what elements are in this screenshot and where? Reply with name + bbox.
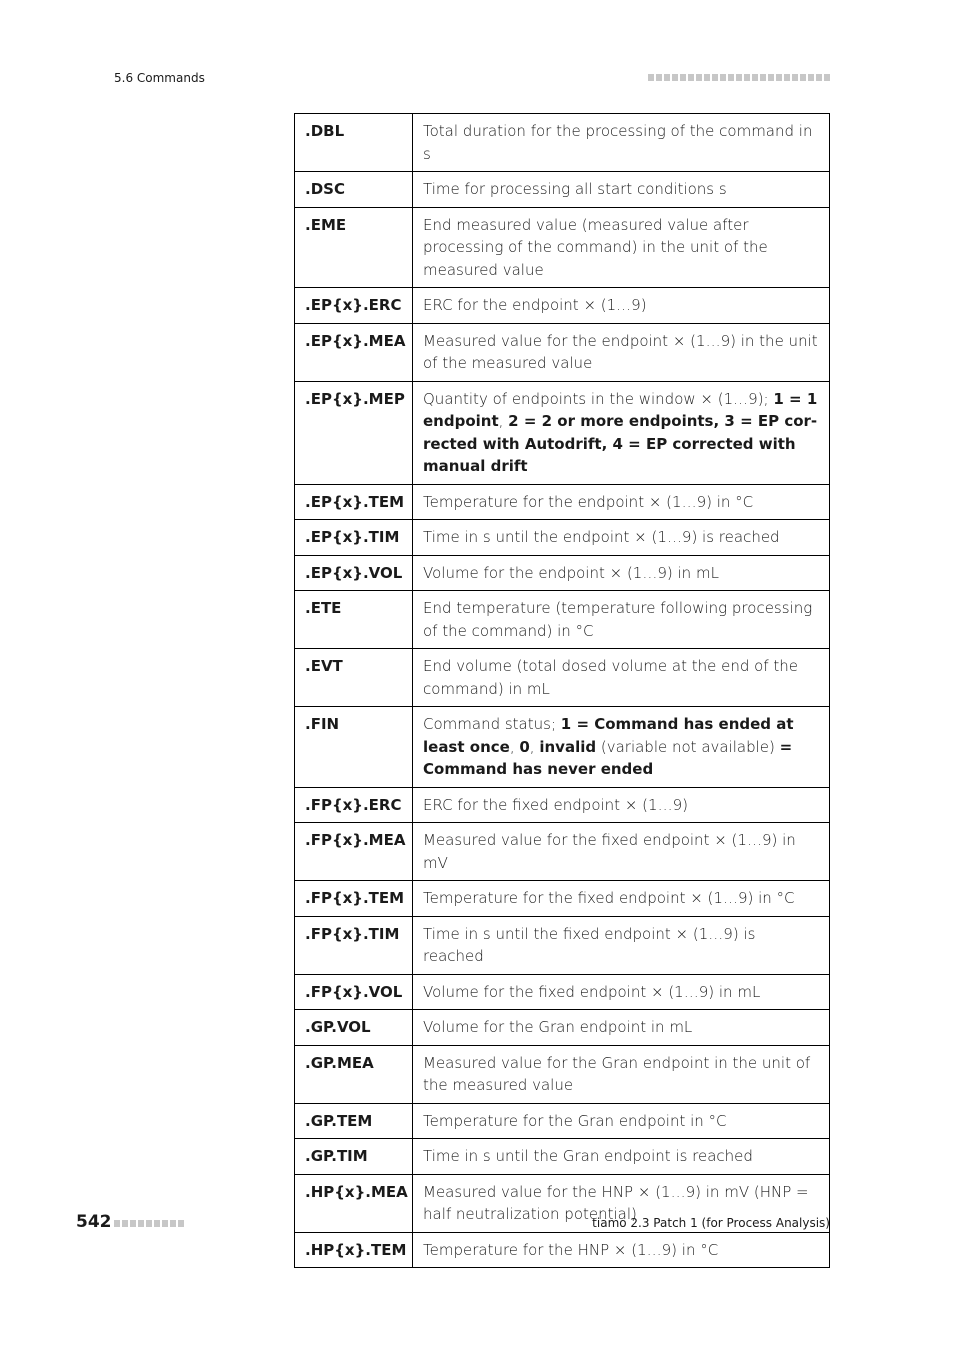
table-row bbox=[295, 974, 830, 1010]
variable-code: .EP{x}.VOL bbox=[295, 555, 413, 591]
table-row bbox=[295, 591, 830, 649]
variable-description bbox=[413, 172, 830, 208]
description-text: Time in s until the Gran endpoint is reached bbox=[423, 1147, 753, 1165]
description-text: Temperature for the Gran endpoint in °C bbox=[423, 1111, 727, 1130]
table-row bbox=[295, 649, 830, 707]
variable-description bbox=[413, 1010, 830, 1046]
variable-description bbox=[413, 1103, 830, 1139]
variable-description bbox=[413, 1045, 830, 1103]
table-row bbox=[295, 1045, 830, 1103]
footer-decoration bbox=[114, 1220, 184, 1227]
variable-code: .EP{x}.TEM bbox=[295, 484, 413, 520]
description-bold-text: 1 = Command has ended at least once bbox=[423, 715, 794, 756]
description-text: Quantity of endpoints in the window × (1…9); bbox=[423, 389, 774, 408]
table-row bbox=[295, 1232, 830, 1268]
description-text: Temperature for the HNP × (1…9) in °C bbox=[423, 1240, 719, 1259]
variable-code: .FP{x}.ERC bbox=[295, 787, 413, 823]
description-text: End volume (total dosed volume at the end of the command) in mL bbox=[423, 657, 798, 698]
description-text: Volume for the fixed endpoint × (1…9) in mL bbox=[423, 982, 761, 1001]
variable-code: .FP{x}.TEM bbox=[295, 881, 413, 917]
table-row bbox=[295, 381, 830, 484]
description-text: ERC for the endpoint × (1…9) bbox=[423, 296, 647, 314]
variable-code: .FIN bbox=[295, 707, 413, 788]
description-text: Temperature for the endpoint × (1…9) in °C bbox=[423, 492, 754, 511]
variable-code: .HP{x}.MEA bbox=[295, 1174, 413, 1232]
description-text: End measured value (measured value after processing of the command) in the unit of the measured value bbox=[423, 215, 768, 279]
description-text: End temperature (temperature following processing of the command) in °C bbox=[423, 599, 813, 640]
description-text: Time in s until the endpoint × (1…9) is reached bbox=[423, 528, 780, 546]
variable-description bbox=[413, 1232, 830, 1268]
variable-description bbox=[413, 381, 830, 484]
variable-code: .EP{x}.ERC bbox=[295, 288, 413, 324]
description-text: Command status; bbox=[423, 715, 561, 733]
table-row bbox=[295, 288, 830, 324]
variable-code: .EP{x}.MEP bbox=[295, 381, 413, 484]
variable-description bbox=[413, 207, 830, 288]
table-row bbox=[295, 787, 830, 823]
variable-description bbox=[413, 591, 830, 649]
description-text: Temperature for the fixed endpoint × (1…9) in °C bbox=[423, 889, 795, 907]
variable-description bbox=[413, 974, 830, 1010]
description-bold-text: 0 bbox=[519, 737, 530, 756]
description-text: Measured value for the Gran endpoint in the unit of the measured value bbox=[423, 1053, 811, 1094]
description-text: Time for processing all start conditions s bbox=[423, 180, 727, 198]
table-row bbox=[295, 881, 830, 917]
description-text: , bbox=[498, 412, 509, 430]
variable-description bbox=[413, 881, 830, 917]
table-row bbox=[295, 707, 830, 788]
table-row bbox=[295, 114, 830, 172]
table-row bbox=[295, 555, 830, 591]
variable-code: .ETE bbox=[295, 591, 413, 649]
table-row bbox=[295, 520, 830, 556]
variable-description bbox=[413, 323, 830, 381]
variable-description bbox=[413, 649, 830, 707]
header-decoration bbox=[648, 72, 830, 84]
variable-code: .EVT bbox=[295, 649, 413, 707]
variable-code: .FP{x}.MEA bbox=[295, 823, 413, 881]
description-text: , bbox=[509, 737, 520, 756]
variable-code: .DBL bbox=[295, 114, 413, 172]
variable-code: .FP{x}.TIM bbox=[295, 916, 413, 974]
table-row bbox=[295, 207, 830, 288]
variable-code: .FP{x}.VOL bbox=[295, 974, 413, 1010]
variable-description bbox=[413, 787, 830, 823]
variable-description bbox=[413, 916, 830, 974]
variable-code: .GP.MEA bbox=[295, 1045, 413, 1103]
document-title: tiamo 2.3 Patch 1 (for Process Analysis) bbox=[592, 1216, 830, 1230]
description-bold-text: invalid bbox=[539, 737, 597, 756]
variable-code: .GP.TIM bbox=[295, 1139, 413, 1175]
description-text: Time in s until the fixed endpoint × (1…9) is reached bbox=[423, 924, 756, 965]
description-text: Volume for the endpoint × (1…9) in mL bbox=[423, 563, 719, 582]
description-text: (variable not available) bbox=[596, 737, 780, 756]
description-text: Volume for the Gran endpoint in mL bbox=[423, 1018, 693, 1036]
table-row bbox=[295, 323, 830, 381]
description-bold-text: 1 = 1 endpoint bbox=[423, 389, 818, 430]
variable-code: .EP{x}.TIM bbox=[295, 520, 413, 556]
table-row bbox=[295, 1139, 830, 1175]
variable-description bbox=[413, 823, 830, 881]
description-text: ERC for the fixed endpoint × (1…9) bbox=[423, 795, 688, 814]
table-row bbox=[295, 1103, 830, 1139]
section-header: 5.6 Commands bbox=[114, 71, 205, 85]
description-text: Measured value for the endpoint × (1…9) in the unit of the measured value bbox=[423, 331, 818, 372]
table-row bbox=[295, 484, 830, 520]
variable-code: .HP{x}.TEM bbox=[295, 1232, 413, 1268]
description-text: Measured value for the HNP × (1…9) in mV (HNP = half neutralization potential) bbox=[423, 1182, 809, 1223]
table-row bbox=[295, 172, 830, 208]
variable-description bbox=[413, 484, 830, 520]
table-row bbox=[295, 1010, 830, 1046]
variable-code: .EP{x}.MEA bbox=[295, 323, 413, 381]
variable-code: .GP.TEM bbox=[295, 1103, 413, 1139]
variable-code: .GP.VOL bbox=[295, 1010, 413, 1046]
command-variables-table bbox=[294, 113, 830, 1268]
variable-description bbox=[413, 555, 830, 591]
variable-description bbox=[413, 707, 830, 788]
description-text: , bbox=[529, 737, 540, 756]
description-bold-text: = Command has never ended bbox=[423, 737, 793, 778]
variable-code: .DSC bbox=[295, 172, 413, 208]
description-bold-text: 2 = 2 or more endpoints, 3 = EP corrected with Autodrift, 4 = EP corrected with manual drift bbox=[423, 412, 818, 475]
description-text: Measured value for the fixed endpoint × (1…9) in mV bbox=[423, 831, 796, 872]
table-row bbox=[295, 916, 830, 974]
variable-description bbox=[413, 1139, 830, 1175]
variable-code: .EME bbox=[295, 207, 413, 288]
variable-description bbox=[413, 520, 830, 556]
variable-description bbox=[413, 114, 830, 172]
variable-description bbox=[413, 288, 830, 324]
page-number: 542 bbox=[76, 1212, 112, 1232]
description-text: Total duration for the processing of the command in s bbox=[423, 122, 813, 163]
table-row bbox=[295, 823, 830, 881]
